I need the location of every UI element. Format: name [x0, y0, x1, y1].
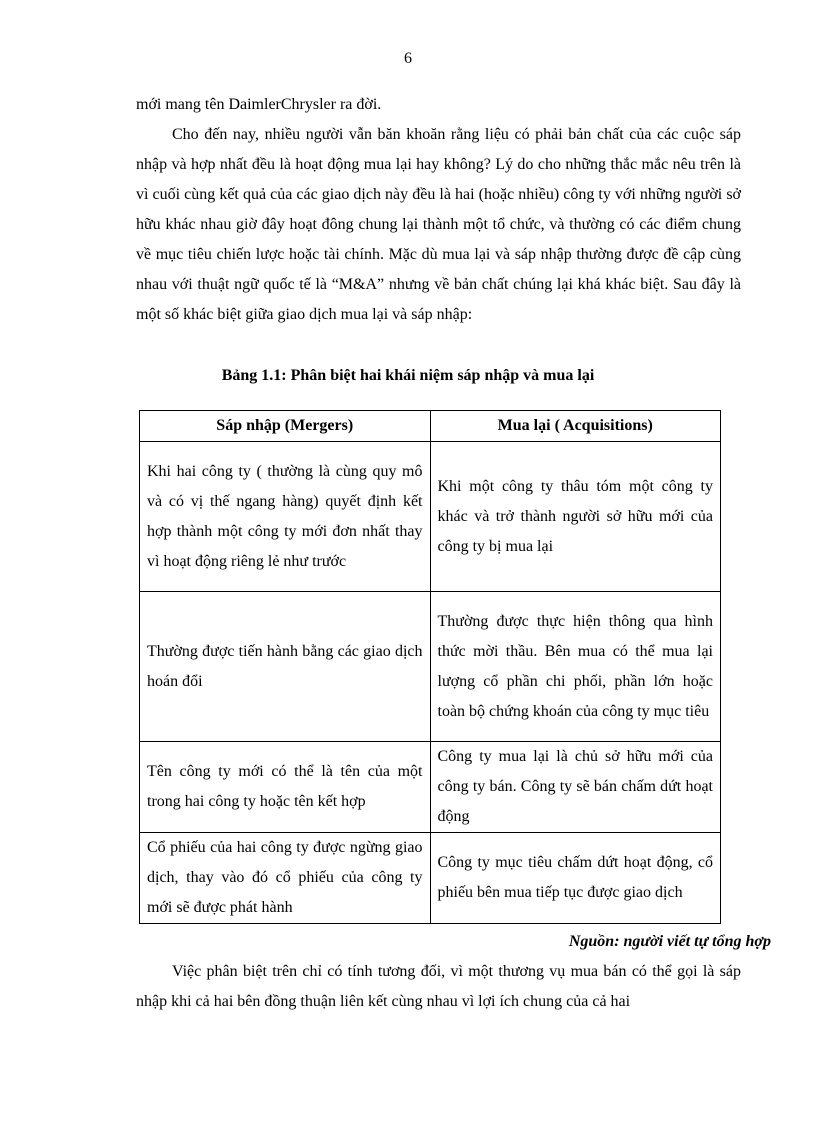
table-row	[140, 742, 721, 833]
mergers-cell: Tên công ty mới có thể là tên của một trong hai công ty hoặc tên kết hợp	[140, 742, 431, 833]
table-header-row	[140, 411, 721, 442]
table-caption: Bảng 1.1: Phân biệt hai khái niệm sáp nhập và mua lại	[221, 367, 595, 384]
header-mergers: Sáp nhập (Mergers)	[140, 411, 431, 442]
paragraph-3: Việc phân biệt trên chỉ có tính tương đối, vì một thương vụ mua bán có thể gọi là sáp nhập khi cả hai bên đồng thuận liên kết cùng nhau vì lợi ích chung của cả hai	[136, 963, 741, 1010]
table-row	[140, 833, 721, 924]
paragraph-2: Cho đến nay, nhiều người vẫn băn khoăn rằng liệu có phải bản chất của các cuộc sáp nhập và hợp nhất đều là hoạt động mua lại hay không? Lý do cho những thắc mắc nêu trên là vì cuối cùng kết quả của các giao dịch này đều là hai (hoặc nhiều) công ty với những người sở hữu khác nhau giờ đây hoạt đông chung lại thành một tổ chức, và thường có các điểm chung về mục tiêu chiến lược hoặc tài chính. Mặc dù mua lại và sáp nhập thường được đề cập cùng nhau với thuật ngữ quốc tế là “M&A” nhưng về bản chất chúng lại khá khác biệt. Sau đây là một số khác biệt giữa giao dịch mua lại và sáp nhập:	[136, 126, 741, 323]
acquisitions-cell: Công ty mua lại là chủ sở hữu mới của công ty bán. Công ty sẽ bán chấm dứt hoạt động	[430, 742, 721, 833]
acquisitions-cell: Khi một công ty thâu tóm một công ty khác và trở thành người sở hữu mới của công ty bị mua lại	[430, 442, 721, 592]
acquisitions-cell: Công ty mục tiêu chấm dứt hoạt động, cổ phiếu bên mua tiếp tục được giao dịch	[430, 833, 721, 924]
header-acquisitions: Mua lại ( Acquisitions)	[430, 411, 721, 442]
mergers-cell: Khi hai công ty ( thường là cùng quy mô và có vị thế ngang hàng) quyết định kết hợp thành một công ty mới đơn nhất thay vì hoạt động riêng lẻ như trước	[140, 442, 431, 592]
mergers-cell: Cổ phiếu của hai công ty được ngừng giao dịch, thay vào đó cổ phiếu của công ty mới sẽ được phát hành	[140, 833, 431, 924]
source-note: Nguồn: người viết tự tổng hợp	[568, 933, 771, 950]
page-number: 6	[404, 50, 412, 67]
table-row	[140, 442, 721, 592]
comparison-table	[139, 410, 721, 924]
mergers-cell: Thường được tiến hành bằng các giao dịch hoán đổi	[140, 592, 431, 742]
acquisitions-cell: Thường được thực hiện thông qua hình thức mời thầu. Bên mua có thể mua lại lượng cổ phần chi phối, phần lớn hoặc toàn bộ chứng khoán của công ty mục tiêu	[430, 592, 721, 742]
paragraph-1: mới mang tên DaimlerChrysler ra đời.	[136, 96, 382, 113]
table-row	[140, 592, 721, 742]
